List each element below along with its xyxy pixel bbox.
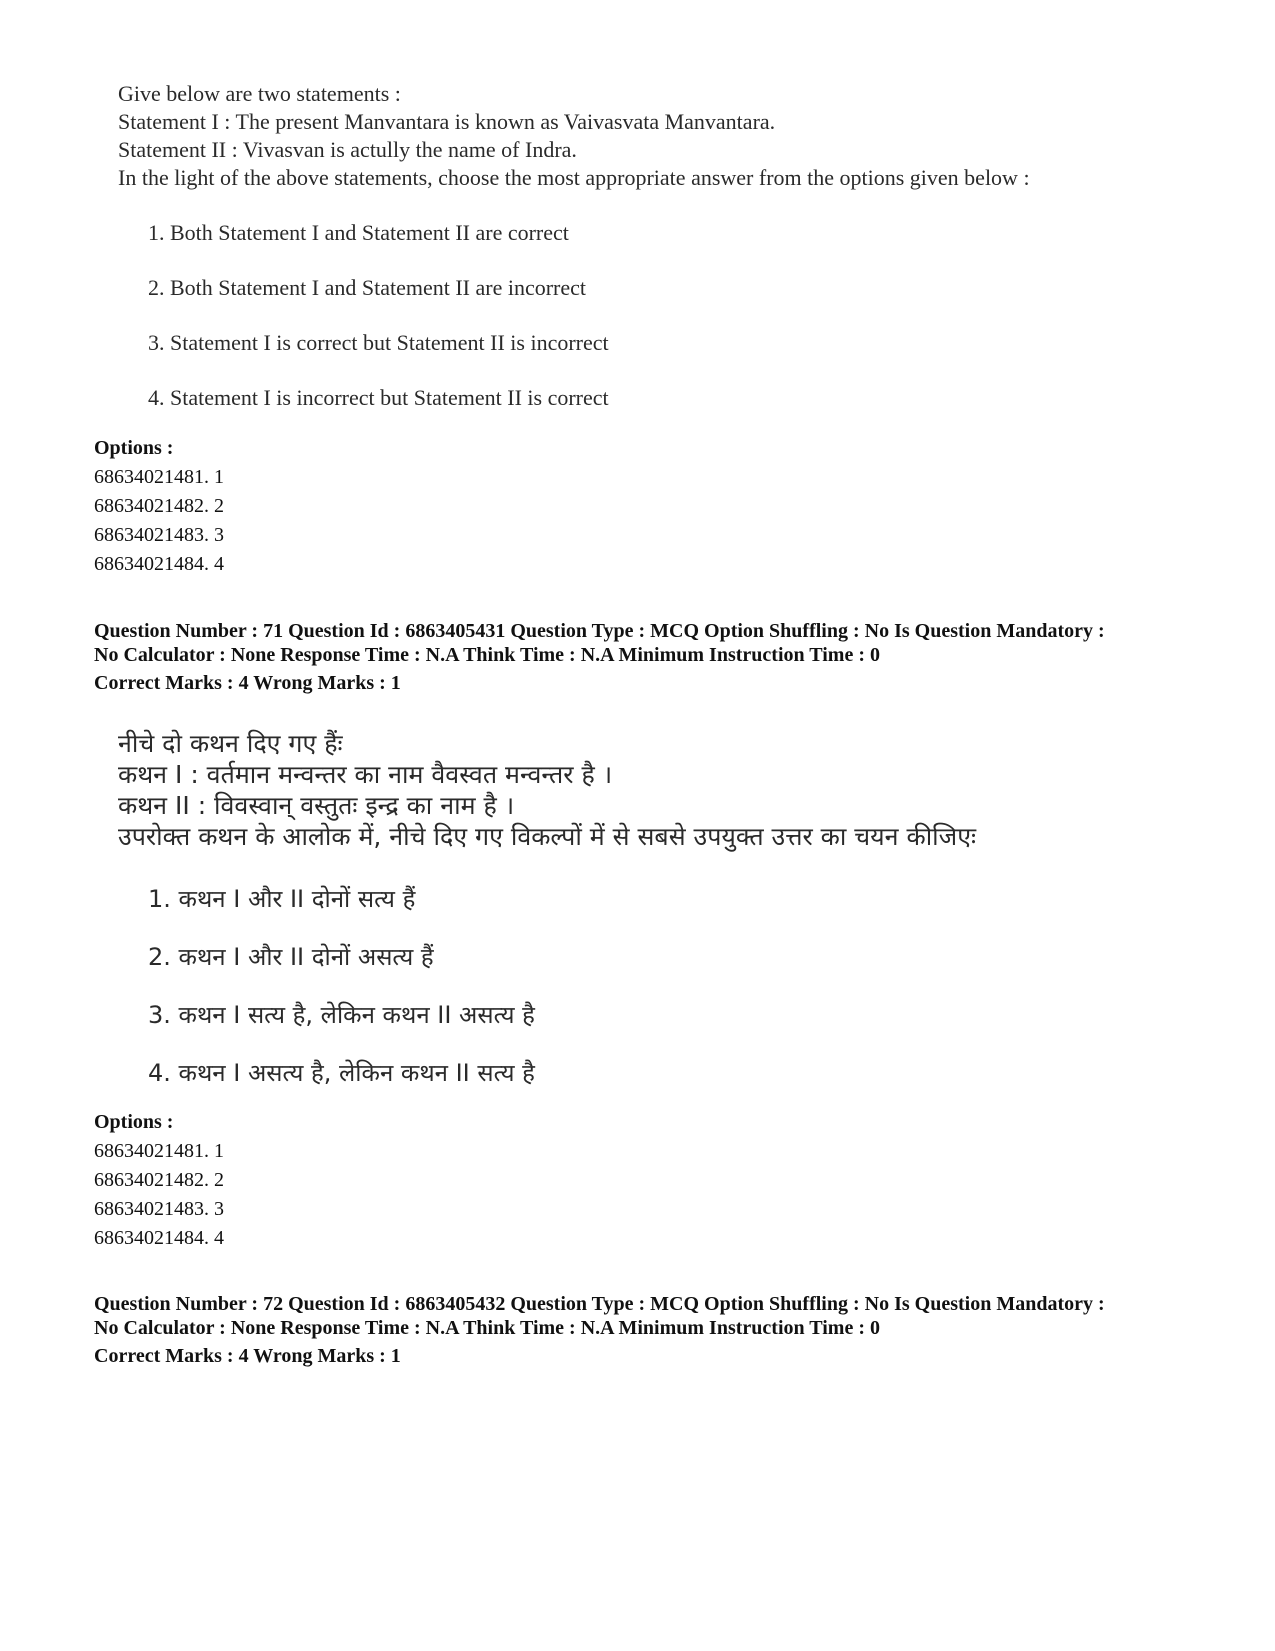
question-70-statements xyxy=(118,80,1030,192)
question-71-choices xyxy=(148,882,976,1114)
option-item: 68634021481. 1 xyxy=(94,466,224,488)
options-list xyxy=(94,1137,224,1253)
question-71-statements xyxy=(118,728,976,852)
statement-instruction: उपरोक्त कथन के आलोक में, नीचे दिए गए विकल्पों में से सबसे उपयुक्त उत्तर का चयन कीजिएः xyxy=(118,822,977,851)
question-72-meta xyxy=(94,1292,1214,1368)
statement-intro: नीचे दो कथन दिए गए हैंः xyxy=(118,729,343,758)
statement-1: Statement I : The present Manvantara is known as Vaivasvata Manvantara. xyxy=(118,109,776,134)
statement-instruction: In the light of the above statements, choose the most appropriate answer from the options given below : xyxy=(118,165,1030,190)
statement-2: कथन II : विवस्वान् वस्तुतः इन्द्र का नाम है । xyxy=(118,791,515,820)
question-meta-line: Question Number : 71 Question Id : 6863405431 Question Type : MCQ Option Shuffling : No Is Question Mandatory : xyxy=(94,620,1105,642)
option-item: 68634021484. 4 xyxy=(94,553,224,575)
question-marks: Correct Marks : 4 Wrong Marks : 1 xyxy=(94,672,401,694)
question-marks: Correct Marks : 4 Wrong Marks : 1 xyxy=(94,1345,401,1367)
option-item: 68634021482. 2 xyxy=(94,1169,224,1191)
choice-1: 1. Both Statement I and Statement II are correct xyxy=(148,220,569,245)
choice-1: 1. कथन I और II दोनों सत्य हैं xyxy=(148,885,416,913)
question-70-choices xyxy=(148,218,1030,438)
question-meta-line: No Calculator : None Response Time : N.A Think Time : N.A Minimum Instruction Time : 0 xyxy=(94,644,880,666)
option-item: 68634021482. 2 xyxy=(94,495,224,517)
question-71-content xyxy=(118,728,976,1114)
option-item: 68634021483. 3 xyxy=(94,1198,224,1220)
question-meta-line: No Calculator : None Response Time : N.A Think Time : N.A Minimum Instruction Time : 0 xyxy=(94,1317,880,1339)
choice-4: 4. Statement I is incorrect but Statement II is correct xyxy=(148,385,609,410)
options-list xyxy=(94,463,224,579)
option-item: 68634021481. 1 xyxy=(94,1140,224,1162)
choice-3: 3. Statement I is correct but Statement II is incorrect xyxy=(148,330,609,355)
question-70-content xyxy=(118,80,1030,438)
choice-2: 2. Both Statement I and Statement II are incorrect xyxy=(148,275,587,300)
question-meta-line: Question Number : 72 Question Id : 6863405432 Question Type : MCQ Option Shuffling : No Is Question Mandatory : xyxy=(94,1293,1105,1315)
statement-intro: Give below are two statements : xyxy=(118,81,401,106)
options-label: Options : xyxy=(94,437,174,459)
choice-3: 3. कथन I सत्य है, लेकिन कथन II असत्य है xyxy=(148,1001,535,1029)
choice-4: 4. कथन I असत्य है, लेकिन कथन II सत्य है xyxy=(148,1059,535,1087)
choice-2: 2. कथन I और II दोनों असत्य हैं xyxy=(148,943,434,971)
statement-1: कथन I : वर्तमान मन्वन्तर का नाम वैवस्वत मन्वन्तर है । xyxy=(118,760,613,789)
options-label: Options : xyxy=(94,1111,174,1133)
option-item: 68634021483. 3 xyxy=(94,524,224,546)
statement-2: Statement II : Vivasvan is actully the name of Indra. xyxy=(118,137,577,162)
option-item: 68634021484. 4 xyxy=(94,1227,224,1249)
question-71-meta xyxy=(94,619,1214,695)
